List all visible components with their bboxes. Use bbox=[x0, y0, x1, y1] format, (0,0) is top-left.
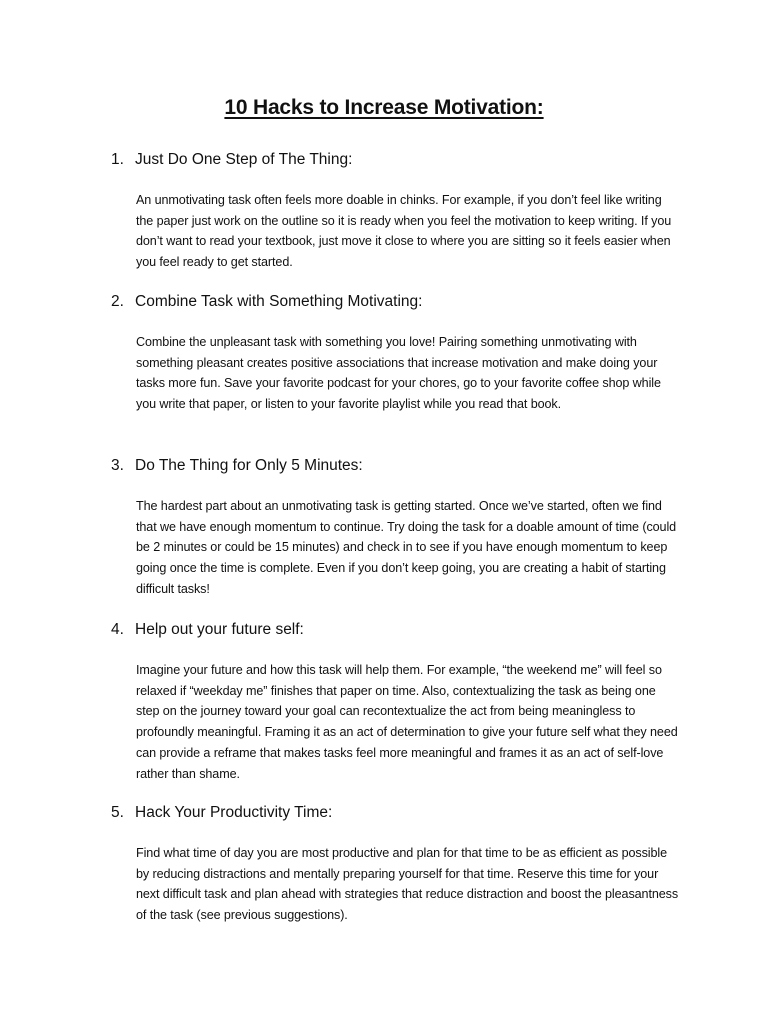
section-heading bbox=[111, 456, 363, 476]
page-title: 10 Hacks to Increase Motivation: bbox=[224, 96, 544, 119]
section-heading-text: Help out your future self: bbox=[135, 621, 304, 638]
section-heading bbox=[111, 150, 352, 170]
section-number: 1. bbox=[111, 151, 124, 168]
section-body: Imagine your future and how this task will help them. For example, “the weekend me” will feel so relaxed if “weekday me” finishes that paper on time. Also, contextualizing the task as being one step on the journey toward your goal can recontextualize the act from being meaningless to profoundly meaningful. Framing it as an act of determination to give your future self what they need can provide a reframe that makes tasks feel more meaningful and frames it as an act of self-love rather than shame. bbox=[136, 663, 678, 781]
section-body: The hardest part about an unmotivating task is getting started. Once we’ve started, often we find that we have enough momentum to continue. Try doing the task for a doable amount of time (could be 2 minutes or could be 15 minutes) and check in to see if you have enough momentum to keep going once the time is complete. Even if you don’t keep going, you are creating a habit of starting difficult tasks! bbox=[136, 499, 677, 596]
section-heading bbox=[111, 803, 332, 823]
section-body: An unmotivating task often feels more doable in chinks. For example, if you don’t feel like writing the paper just work on the outline so it is ready when you feel the motivation to keep writing. If you don’t want to read your textbook, just move it close to where you are sitting so it feels easier when you feel ready to get started. bbox=[136, 193, 672, 270]
section-heading-text: Hack Your Productivity Time: bbox=[135, 804, 333, 821]
section-heading bbox=[111, 620, 304, 640]
section-heading bbox=[111, 292, 422, 312]
section-number: 5. bbox=[111, 804, 124, 821]
section-number: 3. bbox=[111, 457, 124, 474]
section-body: Find what time of day you are most productive and plan for that time to be as efficient as possible by reducing distractions and mentally preparing yourself for that time. Reserve this time for your next difficult task and plan ahead with strategies that reduce distraction and boost the pleasantness of the task (see previous suggestions). bbox=[136, 846, 679, 923]
section-body: Combine the unpleasant task with something you love! Pairing something unmotivating with something pleasant creates positive associations that increase motivation and make doing your tasks more fun. Save your favorite podcast for your chores, go to your favorite coffee shop while you write that paper, or listen to your favorite playlist while you read that book. bbox=[136, 335, 661, 412]
section-number: 4. bbox=[111, 621, 124, 638]
section-heading-text: Just Do One Step of The Thing: bbox=[135, 151, 353, 168]
section-heading-text: Combine Task with Something Motivating: bbox=[135, 293, 423, 310]
section-heading-text: Do The Thing for Only 5 Minutes: bbox=[135, 457, 363, 474]
section-number: 2. bbox=[111, 293, 124, 310]
